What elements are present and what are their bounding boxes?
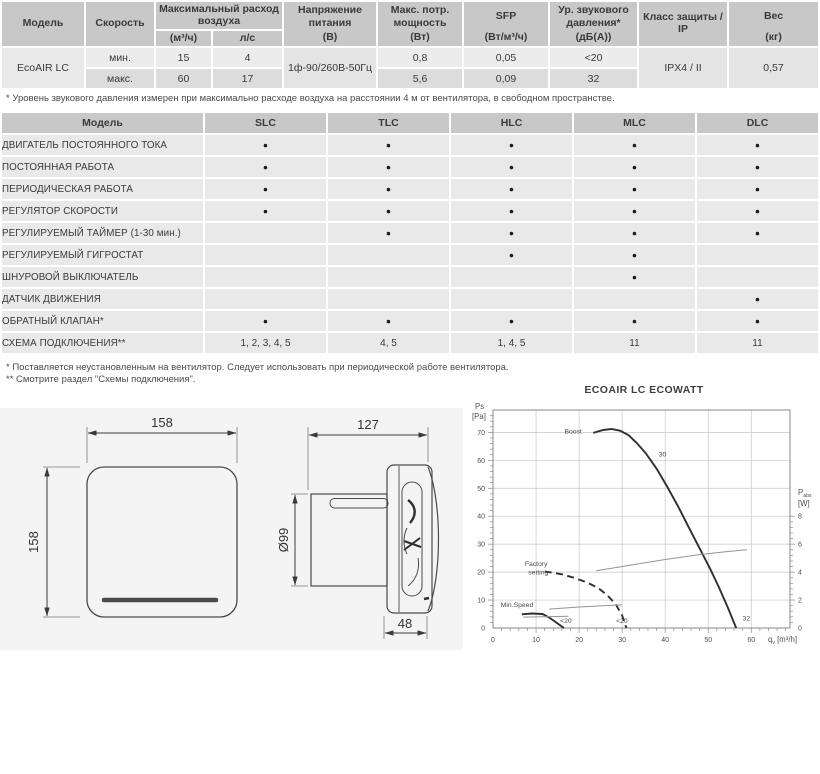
feature-cell	[697, 245, 818, 265]
feature-cell: ●	[697, 311, 818, 331]
features-footnote-1: * Поставляется неустановленным на вентилятор. Следует использовать при периодической работе вентилятора.	[6, 362, 509, 373]
feature-cell: ●	[697, 135, 818, 155]
speed-max-label: макс.	[86, 69, 154, 88]
header-model: Модель	[2, 2, 84, 46]
feature-cell: ●	[205, 311, 326, 331]
feature-name: ДВИГАТЕЛЬ ПОСТОЯННОГО ТОКА	[2, 135, 203, 155]
noise-max: 32	[550, 69, 637, 88]
speed-min-label: мин.	[86, 48, 154, 67]
feature-cell: ●	[697, 223, 818, 243]
svg-text:4: 4	[798, 569, 802, 577]
y-axis-title: Ps	[475, 402, 485, 411]
plot-border	[493, 410, 790, 628]
svg-text:60: 60	[747, 637, 756, 644]
model-name: EcoAIR LC	[2, 48, 84, 88]
feature-cell: ●	[451, 311, 572, 331]
svg-text:10: 10	[532, 637, 540, 644]
feature-row	[2, 333, 818, 353]
feature-cell: 1, 2, 3, 4, 5	[205, 333, 326, 353]
power-max: 5,6	[378, 69, 462, 88]
feature-cell: 1, 4, 5	[451, 333, 572, 353]
series-factory-power	[549, 605, 622, 609]
feature-cell	[328, 289, 449, 309]
feature-name: РЕГУЛИРУЕМЫЙ ТАЙМЕР (1-30 мин.)	[2, 223, 203, 243]
feature-cell: ●	[328, 135, 449, 155]
feature-cell: ●	[451, 223, 572, 243]
feature-row	[2, 289, 818, 309]
svg-text:60: 60	[477, 457, 485, 465]
svg-text:10: 10	[477, 597, 485, 605]
feature-row	[2, 311, 818, 331]
series-minspeed-curve	[522, 614, 564, 629]
feature-cell	[205, 289, 326, 309]
feature-cell: ●	[451, 135, 572, 155]
features-table	[0, 111, 820, 355]
feature-cell: ●	[574, 245, 695, 265]
svg-text:0: 0	[481, 625, 485, 633]
feature-cell: ●	[205, 179, 326, 199]
feature-row	[2, 267, 818, 287]
features-header-slc: SLC	[205, 113, 326, 133]
feature-cell: 11	[697, 333, 818, 353]
feature-name: ПЕРИОДИЧЕСКАЯ РАБОТА	[2, 179, 203, 199]
svg-text:30: 30	[477, 541, 485, 549]
features-header-mlc: MLC	[574, 113, 695, 133]
features-header-tlc: TLC	[328, 113, 449, 133]
side-width-dim: 127	[357, 417, 379, 432]
duct-diameter-dim: Ø99	[276, 527, 291, 553]
svg-text:40: 40	[661, 637, 670, 644]
voltage-value: 1ф-90/260В-50Гц	[284, 48, 376, 88]
feature-cell	[205, 245, 326, 265]
svg-text:20: 20	[575, 637, 583, 644]
feature-cell: ●	[451, 245, 572, 265]
series-minspeed-power	[523, 616, 568, 617]
svg-text:8: 8	[798, 513, 802, 521]
chart-annotation: 32	[742, 615, 751, 623]
feature-cell: ●	[574, 157, 695, 177]
feature-name: РЕГУЛИРУЕМЫЙ ГИГРОСТАТ	[2, 245, 203, 265]
fan-front-face	[87, 467, 237, 617]
flow-min-m3h: 15	[156, 48, 211, 67]
svg-text:0: 0	[491, 637, 495, 644]
svg-text:[Pa]: [Pa]	[472, 412, 486, 421]
y2-axis-title: $P_{abs}$	[798, 488, 812, 499]
front-width-dim: 158	[151, 415, 173, 430]
header-voltage: Напряжение питания (В)	[284, 2, 376, 46]
backdraught-damper	[330, 499, 388, 509]
feature-cell	[451, 289, 572, 309]
feature-row	[2, 157, 818, 177]
sfp-min: 0,05	[464, 48, 548, 67]
chart-annotation: Min.Speed	[500, 601, 534, 609]
side-view-drawing	[270, 400, 476, 652]
feature-name: СХЕМА ПОДКЛЮЧЕНИЯ**	[2, 333, 203, 353]
feature-cell: ●	[451, 179, 572, 199]
header-protection: Класс защиты / IP	[639, 2, 727, 46]
noise-min: <20	[550, 48, 637, 67]
svg-text:40: 40	[477, 513, 485, 521]
feature-cell: ●	[697, 179, 818, 199]
spec-footnote: * Уровень звукового давления измерен при максимально расходе воздуха на расстоянии 4 м от вентилятора, в свободном пространстве.	[6, 93, 615, 104]
feature-name: ПОСТОЯННАЯ РАБОТА	[2, 157, 203, 177]
feature-cell	[205, 267, 326, 287]
power-min: 0,8	[378, 48, 462, 67]
svg-text:[W]: [W]	[798, 499, 810, 508]
header-noise: Ур. звукового давления* (дБ(А))	[550, 2, 637, 46]
feature-cell: ●	[574, 223, 695, 243]
front-cover-curve	[428, 467, 439, 611]
svg-text:50: 50	[477, 485, 485, 493]
feature-cell	[328, 245, 449, 265]
feature-cell: ●	[574, 267, 695, 287]
flow-min-ls: 4	[213, 48, 282, 67]
feature-cell: ●	[574, 311, 695, 331]
performance-chart	[468, 398, 820, 668]
feature-cell: ●	[574, 179, 695, 199]
header-speed: Скорость	[86, 2, 154, 46]
feature-cell	[697, 267, 818, 287]
feature-cell: ●	[697, 201, 818, 221]
svg-text:20: 20	[477, 569, 485, 577]
sfp-max: 0,09	[464, 69, 548, 88]
feature-cell: ●	[328, 311, 449, 331]
flow-max-m3h: 60	[156, 69, 211, 88]
depth-dim: 48	[397, 616, 413, 631]
svg-text:50: 50	[704, 637, 713, 644]
svg-text:6: 6	[798, 541, 802, 549]
impeller-blades	[404, 500, 429, 599]
feature-cell: ●	[451, 157, 572, 177]
chart-annotation: <20	[616, 618, 628, 626]
feature-row	[2, 245, 818, 265]
features-body	[2, 135, 818, 353]
chart-annotation: Factory	[524, 560, 548, 568]
header-power: Макс. потр. мощность (Вт)	[378, 2, 462, 46]
feature-cell: 11	[574, 333, 695, 353]
feature-cell: 4, 5	[328, 333, 449, 353]
feature-name: ШНУРОВОЙ ВЫКЛЮЧАТЕЛЬ	[2, 267, 203, 287]
front-view-drawing	[18, 400, 260, 652]
protection-value: IPX4 / II	[639, 48, 727, 88]
series-boost-curve	[593, 429, 736, 628]
feature-row	[2, 179, 818, 199]
features-header-dlc: DLC	[697, 113, 818, 133]
spec-table	[0, 0, 820, 90]
feature-cell: ●	[205, 157, 326, 177]
feature-cell: ●	[574, 201, 695, 221]
feature-cell: ●	[574, 135, 695, 155]
front-height-dim: 158	[26, 531, 41, 553]
feature-cell	[205, 223, 326, 243]
unit-m3h: (м³/ч)	[156, 31, 211, 46]
feature-cell: ●	[205, 201, 326, 221]
chart-annotation: setting	[528, 569, 549, 577]
chart-annotation: <20	[560, 618, 572, 626]
unit-ls: л/с	[213, 31, 282, 46]
chart-title: ECOAIR LC ECOWATT	[584, 384, 704, 396]
fan-body	[387, 465, 432, 613]
feature-cell	[328, 267, 449, 287]
feature-cell: ●	[205, 135, 326, 155]
x-axis-title: $q_v$ [m³/h]	[768, 635, 798, 646]
svg-text:2: 2	[798, 597, 802, 605]
feature-name: ДАТЧИК ДВИЖЕНИЯ	[2, 289, 203, 309]
header-sfp: SFP (Вт/м³/ч)	[464, 2, 548, 46]
header-weight: Вес (кг)	[729, 2, 818, 46]
feature-cell	[574, 289, 695, 309]
feature-cell: ●	[328, 223, 449, 243]
svg-text:0: 0	[798, 625, 802, 633]
feature-row	[2, 223, 818, 243]
feature-name: ОБРАТНЫЙ КЛАПАН*	[2, 311, 203, 331]
feature-cell	[451, 267, 572, 287]
header-airflow: Максимальный расход воздуха	[156, 2, 282, 29]
feature-row	[2, 201, 818, 221]
feature-cell: ●	[697, 289, 818, 309]
feature-cell: ●	[328, 201, 449, 221]
flow-max-ls: 17	[213, 69, 282, 88]
features-header-model: Модель	[2, 113, 203, 133]
series-boost-power	[596, 550, 747, 571]
svg-text:70: 70	[477, 429, 485, 437]
features-header-hlc: HLC	[451, 113, 572, 133]
chart-annotation: Boost	[564, 428, 582, 436]
feature-cell: ●	[697, 157, 818, 177]
features-footnote-2: ** Смотрите раздел "Схемы подключения".	[6, 374, 196, 385]
chart-annotation: 30	[658, 451, 667, 459]
feature-name: РЕГУЛЯТОР СКОРОСТИ	[2, 201, 203, 221]
feature-cell: ●	[451, 201, 572, 221]
feature-cell: ●	[328, 179, 449, 199]
feature-cell: ●	[328, 157, 449, 177]
svg-text:30: 30	[618, 637, 627, 644]
feature-row	[2, 135, 818, 155]
weight-value: 0,57	[729, 48, 818, 88]
